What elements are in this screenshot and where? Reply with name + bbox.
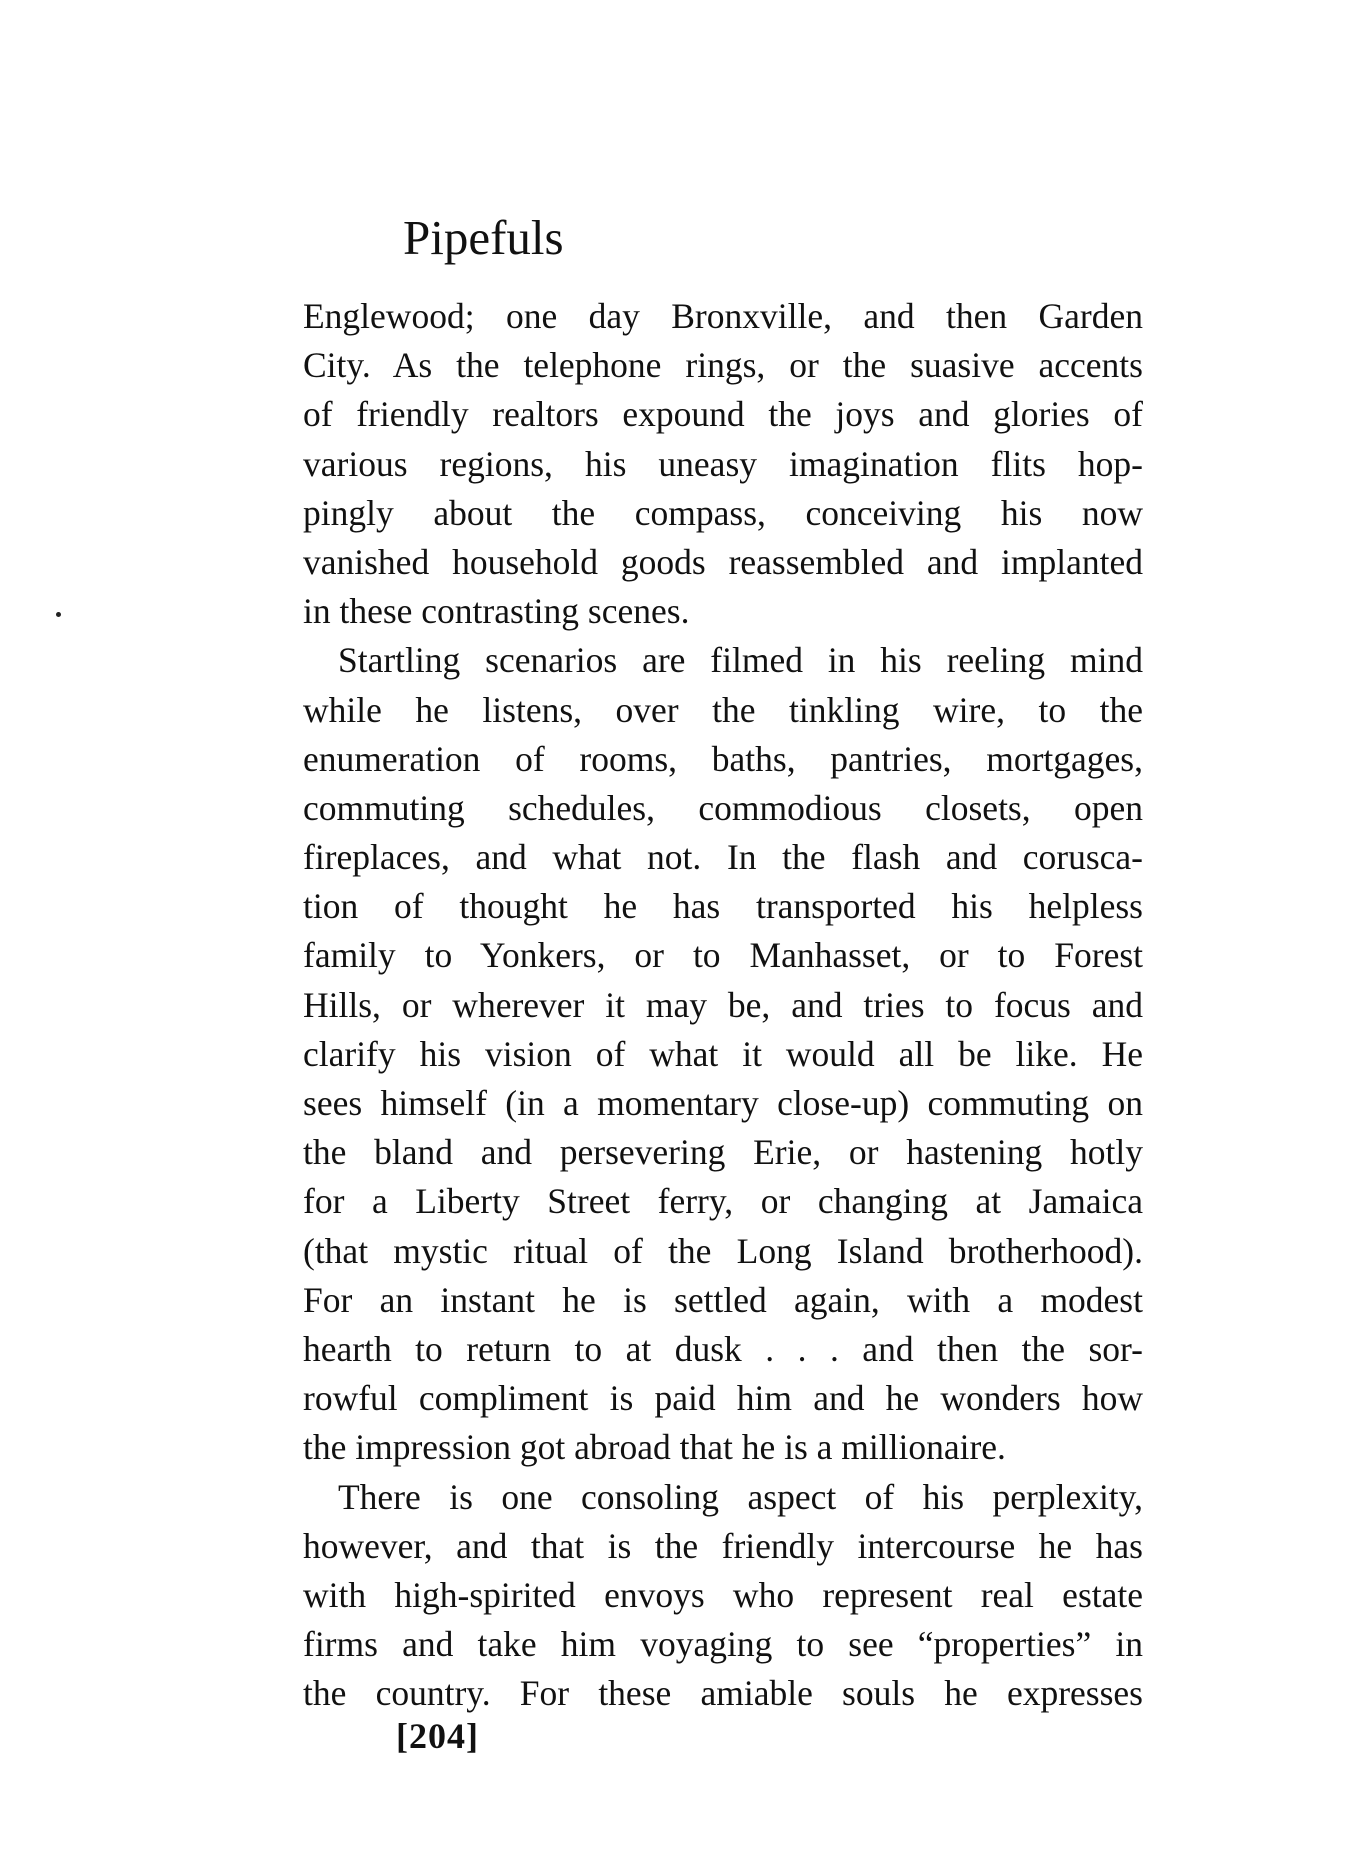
text-line: the country. For these amiable souls he expresses (303, 1673, 1143, 1714)
body-text (303, 292, 1143, 1718)
text-line: tion of thought he has transported his helpless (303, 886, 1143, 927)
text-line: sees himself (in a momentary close-up) commuting on (303, 1083, 1143, 1123)
text-line: pingly about the compass, conceiving his now (303, 492, 1143, 533)
text-line: enumeration of rooms, baths, pantries, mortgages, (303, 738, 1143, 779)
text-line: fireplaces, and what not. In the flash and corusca- (303, 837, 1143, 878)
text-line: Englewood; one day Bronxville, and then Garden (303, 296, 1143, 336)
text-line: with high-spirited envoys who represent real estate (303, 1574, 1143, 1615)
text-line: while he listens, over the tinkling wire, to the (303, 689, 1143, 730)
text-line: vanished household goods reassembled and implanted (303, 541, 1143, 582)
text-line: commuting schedules, commodious closets, open (303, 787, 1143, 828)
text-line: clarify his vision of what it would all be like. He (303, 1033, 1143, 1074)
text-line: for a Liberty Street ferry, or changing at Jamaica (303, 1181, 1143, 1222)
text-line: the bland and persevering Erie, or hastening hotly (303, 1132, 1143, 1173)
text-line: There is one consoling aspect of his perplexity, (338, 1476, 1143, 1517)
text-line: hearth to return to at dusk . . . and then the sor- (303, 1328, 1143, 1369)
page-number: [204] (396, 1716, 479, 1756)
text-line: however, and that is the friendly intercourse he has (303, 1525, 1143, 1566)
text-line: in these contrasting scenes. (303, 591, 690, 632)
running-head: Pipefuls (403, 210, 564, 265)
text-line: family to Yonkers, or to Manhasset, or to Forest (303, 935, 1143, 976)
text-line: City. As the telephone rings, or the suasive accents (303, 345, 1143, 386)
text-line: For an instant he is settled again, with a modest (303, 1279, 1143, 1320)
text-line: firms and take him voyaging to see “properties” in (303, 1624, 1143, 1665)
text-line: Hills, or wherever it may be, and tries to focus and (303, 984, 1143, 1025)
text-line: rowful compliment is paid him and he wonders how (303, 1378, 1143, 1419)
text-line: various regions, his uneasy imagination flits hop- (303, 443, 1143, 484)
page-speck (56, 612, 61, 617)
text-line: the impression got abroad that he is a millionaire. (303, 1427, 1006, 1468)
text-line: of friendly realtors expound the joys and glories of (303, 394, 1143, 435)
text-line: (that mystic ritual of the Long Island brotherhood). (303, 1230, 1143, 1271)
text-line: Startling scenarios are filmed in his reeling mind (338, 640, 1143, 681)
